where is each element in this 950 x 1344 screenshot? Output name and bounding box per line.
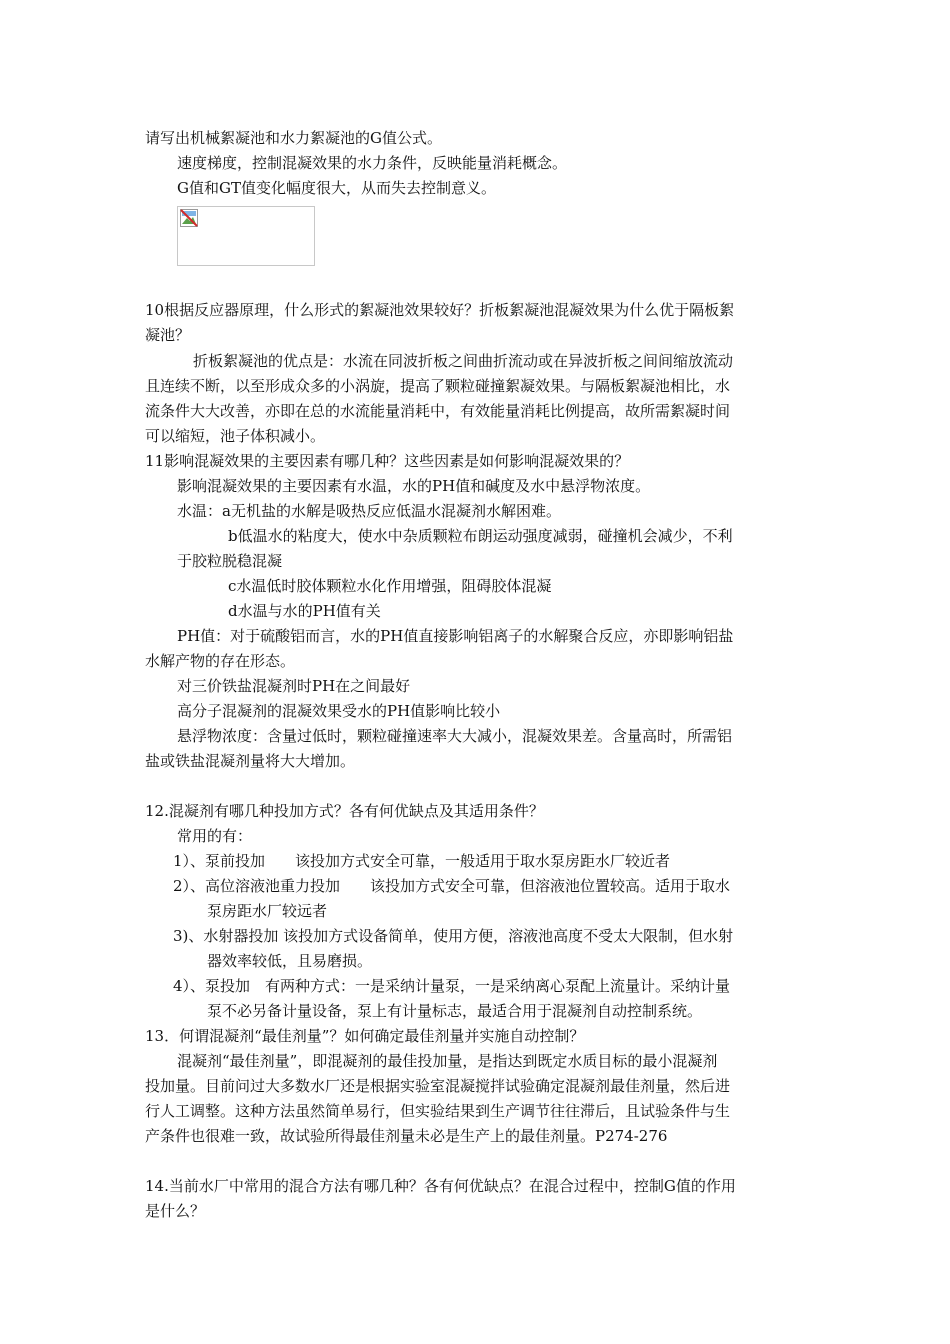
text-line: 11影响混凝效果的主要因素有哪几种？这些因素是如何影响混凝效果的？ bbox=[145, 452, 630, 470]
text-line: 10根据反应器原理，什么形式的絮凝池效果较好？折板絮凝池混凝效果为什么优于隔板絮 bbox=[145, 301, 735, 319]
text-line: 12.混凝剂有哪几种投加方式？各有何优缺点及其适用条件？ bbox=[145, 802, 544, 820]
text-line: 混凝剂“最佳剂量”，即混凝剂的最佳投加量，是指达到既定水质目标的最小混凝剂 bbox=[177, 1052, 718, 1070]
text-line: G值和GT值变化幅度很大，从而失去控制意义。 bbox=[177, 179, 496, 197]
text-line: 1）、泵前投加 该投加方式安全可靠，一般适用于取水泵房距水厂较近者 bbox=[173, 852, 671, 870]
text-line: b低温水的粘度大，使水中杂质颗粒布朗运动强度减弱，碰撞机会减少，不利 bbox=[228, 527, 733, 545]
text-line: 凝池？ bbox=[145, 326, 191, 344]
text-line: 器效率较低，且易磨损。 bbox=[207, 952, 373, 970]
text-line: 可以缩短，池子体积减小。 bbox=[145, 427, 326, 445]
text-line: 4）、泵投加 有两种方式：一是采纳计量泵，一是采纳离心泵配上流量计。采纳计量 bbox=[173, 977, 731, 995]
text-line: 速度梯度，控制混凝效果的水力条件，反映能量消耗概念。 bbox=[177, 154, 568, 172]
text-line: 水温：a无机盐的水解是吸热反应低温水混凝剂水解困难。 bbox=[177, 502, 561, 520]
text-line: 是什么？ bbox=[145, 1202, 206, 1220]
text-line: 折板絮凝池的优点是：水流在同波折板之间曲折流动或在异波折板之间间缩放流动 bbox=[193, 352, 734, 370]
text-line: 泵房距水厂较远者 bbox=[207, 902, 328, 920]
image-placeholder bbox=[177, 206, 315, 266]
text-line: 请写出机械絮凝池和水力絮凝池的G值公式。 bbox=[145, 129, 442, 147]
text-line: 行人工调整。这种方法虽然简单易行，但实验结果到生产调节往往滞后，且试验条件与生 bbox=[145, 1102, 731, 1120]
text-line: 投加量。目前问过大多数水厂还是根据实验室混凝搅拌试验确定混凝剂最佳剂量，然后进 bbox=[145, 1077, 731, 1095]
text-line: 对三价铁盐混凝剂时PH在之间最好 bbox=[177, 677, 411, 695]
text-line: c水温低时胶体颗粒水化作用增强，阻碍胶体混凝 bbox=[228, 577, 552, 595]
text-line: PH值：对于硫酸铝而言，水的PH值直接影响铝离子的水解聚合反应，亦即影响铝盐 bbox=[177, 627, 734, 645]
text-line: 14.当前水厂中常用的混合方法有哪几种？各有何优缺点？在混合过程中，控制G值的作用 bbox=[145, 1177, 736, 1195]
text-line: 悬浮物浓度：含量过低时，颗粒碰撞速率大大减小，混凝效果差。含量高时，所需铝 bbox=[177, 727, 733, 745]
text-line: 2）、高位溶液池重力投加 该投加方式安全可靠，但溶液池位置较高。适用于取水 bbox=[173, 877, 731, 895]
text-line: 且连续不断，以至形成众多的小涡旋，提高了颗粒碰撞絮凝效果。与隔板絮凝池相比，水 bbox=[145, 377, 731, 395]
text-line: 流条件大大改善，亦即在总的水流能量消耗中，有效能量消耗比例提高，故所需絮凝时间 bbox=[145, 402, 731, 420]
text-line: 高分子混凝剂的混凝效果受水的PH值影响比较小 bbox=[177, 702, 501, 720]
text-line: 13．何谓混凝剂“最佳剂量”？如何确定最佳剂量并实施自动控制？ bbox=[145, 1027, 585, 1045]
text-line: 盐或铁盐混凝剂量将大大增加。 bbox=[145, 752, 356, 770]
text-line: 于胶粒脱稳混凝 bbox=[177, 552, 283, 570]
text-line: 常用的有： bbox=[177, 827, 253, 845]
text-line: 产条件也很难一致，故试验所得最佳剂量未必是生产上的最佳剂量。P274-276 bbox=[145, 1127, 668, 1145]
text-line: 水解产物的存在形态。 bbox=[145, 652, 296, 670]
text-line: 影响混凝效果的主要因素有水温，水的PH值和碱度及水中悬浮物浓度。 bbox=[177, 477, 651, 495]
broken-image-icon bbox=[180, 209, 198, 227]
text-line: 3)、水射器投加 该投加方式设备简单，使用方便，溶液池高度不受太大限制，但水射 bbox=[173, 927, 734, 945]
text-line: 泵不必另备计量设备，泵上有计量标志，最适合用于混凝剂自动控制系统。 bbox=[207, 1002, 703, 1020]
text-line: d水温与水的PH值有关 bbox=[228, 602, 381, 620]
